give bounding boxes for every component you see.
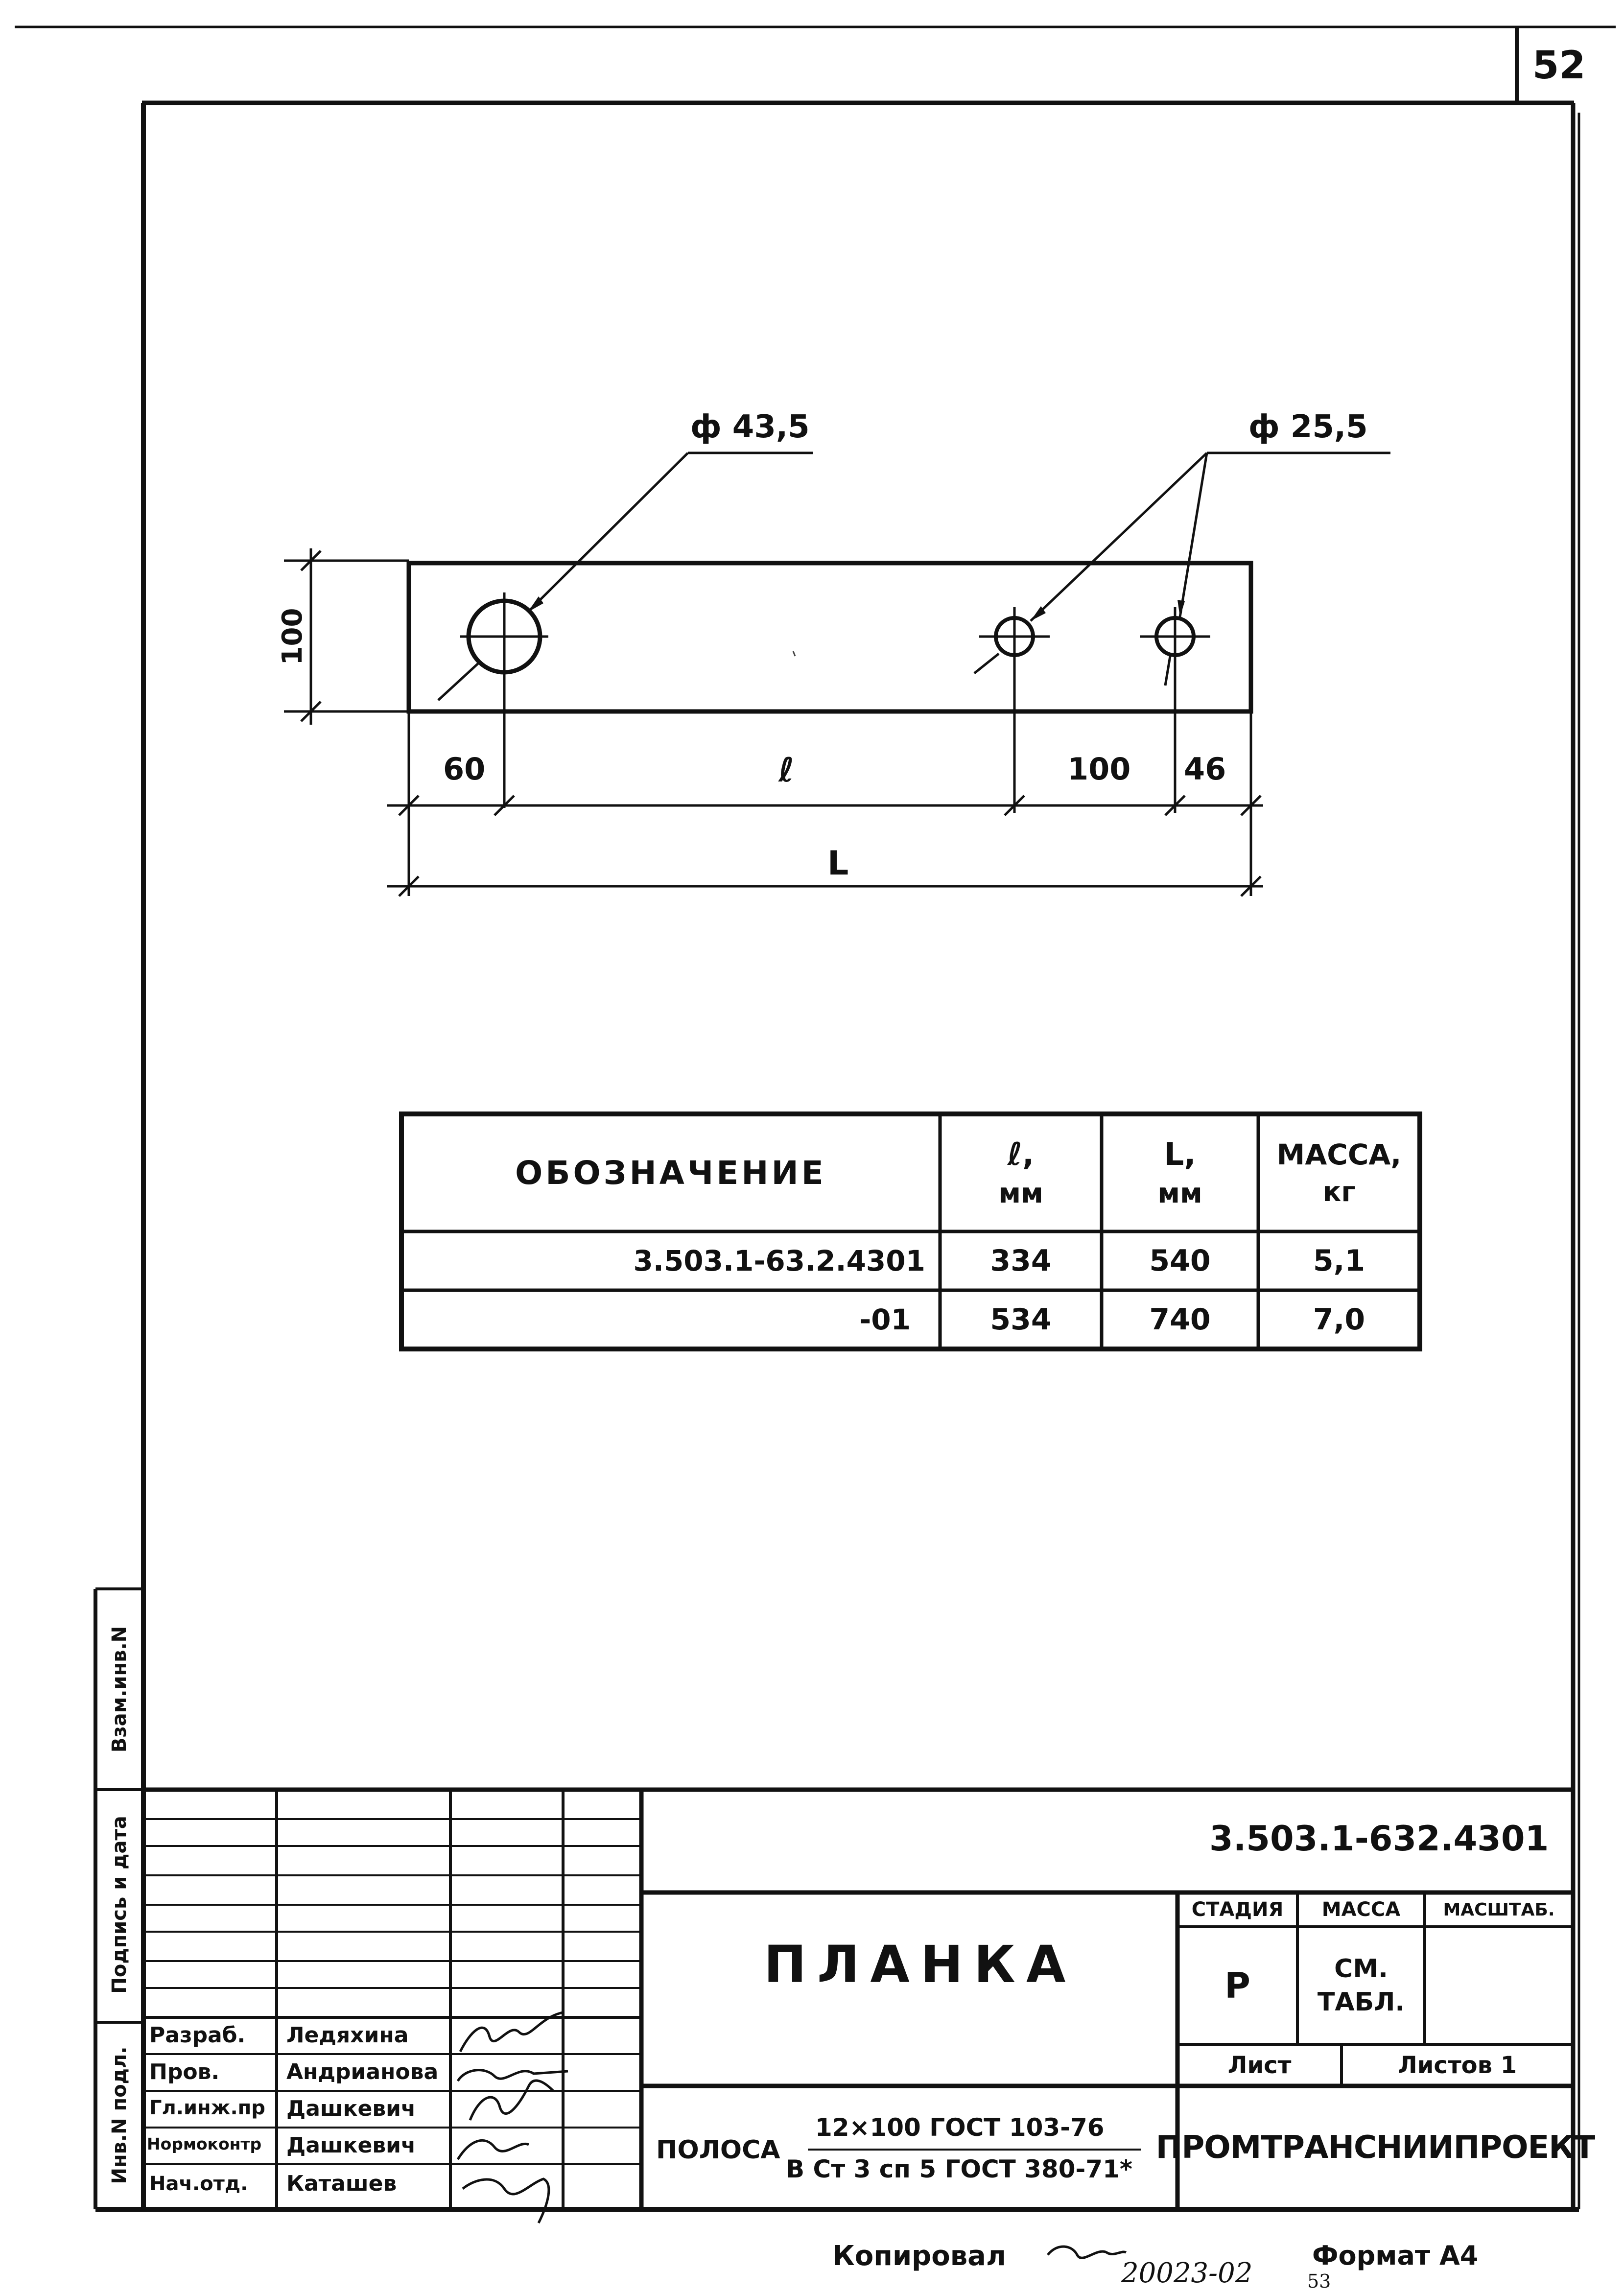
stage-header: СТАДИЯ	[1191, 1898, 1284, 1921]
table-row-1-designation: 3.503.1-63.2.4301	[633, 1244, 925, 1277]
signature-4	[458, 2140, 529, 2159]
table-header-designation: ОБОЗНАЧЕНИЕ	[515, 1154, 826, 1192]
staff-role-4: Нормоконтр	[147, 2134, 262, 2153]
scale-header: МАСШТАБ.	[1443, 1899, 1555, 1920]
signature-2	[458, 2070, 568, 2081]
organization: ПРОМТРАНСНИИПРОЕКТ	[1155, 2129, 1595, 2166]
dim-L-label: L	[827, 844, 849, 883]
material-top: 12×100 ГОСТ 103-76	[815, 2113, 1105, 2142]
stage-value: Р	[1224, 1965, 1250, 2006]
mass-value-line2: ТАБЛ.	[1317, 1987, 1405, 2017]
table-header-l-symbol: ℓ,	[1007, 1136, 1035, 1173]
table-row-2-l: 534	[990, 1302, 1052, 1337]
table-row-1-mass: 5,1	[1313, 1244, 1365, 1278]
side-label-vzam-inv: Взам.инв.N	[108, 1626, 131, 1753]
sheet-number: 52	[1532, 44, 1586, 88]
table-header-mass-label: МАССА,	[1276, 1137, 1402, 1171]
staff-role-1: Разраб.	[149, 2023, 246, 2048]
side-label-inv-podl: Инв.N подл.	[108, 2046, 131, 2184]
dim-46-label: 46	[1184, 751, 1226, 787]
doc-code: 3.503.1-632.4301	[1209, 1819, 1549, 1859]
signature-1	[460, 2012, 563, 2052]
footer-format: Формат А4	[1312, 2240, 1479, 2271]
table-row-2-mass: 7,0	[1313, 1302, 1365, 1337]
footer-copied: Копировал	[832, 2240, 1006, 2272]
sheet-label: Лист	[1227, 2051, 1292, 2079]
table-row-2-designation: -01	[859, 1303, 911, 1336]
material-bottom: В Ст 3 сп 5 ГОСТ 380-71*	[786, 2155, 1133, 2183]
staff-role-3: Гл.инж.пр	[149, 2097, 265, 2119]
sheets-label: Листов 1	[1397, 2051, 1517, 2079]
footer-order: 20023-02	[1121, 2257, 1253, 2289]
hole-large-label: ф 43,5	[690, 409, 810, 445]
signature-5	[463, 2179, 549, 2223]
table-row-2-L: 740	[1149, 1302, 1211, 1337]
table-row-1-l: 334	[990, 1244, 1052, 1278]
staff-name-2: Андрианова	[286, 2059, 439, 2084]
table-row-1-L: 540	[1149, 1244, 1211, 1278]
footer-page-small: 53	[1307, 2270, 1331, 2292]
staff-name-5: Каташев	[286, 2171, 397, 2196]
copier-signature	[1048, 2247, 1126, 2258]
table-header-mass-unit: кг	[1322, 1176, 1356, 1208]
mass-value-line1: СМ.	[1334, 1954, 1388, 1984]
table-header-l-unit: мм	[998, 1177, 1043, 1209]
material-label: ПОЛОСА	[656, 2135, 780, 2165]
staff-name-4: Дашкевич	[286, 2133, 416, 2158]
dim-l-label: ℓ	[778, 751, 795, 790]
dim-height-label: 100	[277, 608, 308, 665]
table-header-L-symbol: L,	[1164, 1136, 1196, 1173]
mass-header: МАССА	[1321, 1898, 1401, 1921]
dim-60-label: 60	[443, 751, 486, 787]
staff-name-3: Дашкевич	[286, 2096, 416, 2121]
hole-small-label: ф 25,5	[1248, 409, 1368, 445]
signature-3	[470, 2081, 553, 2120]
side-label-podpis-data: Подпись и дата	[108, 1816, 131, 1994]
staff-role-2: Пров.	[149, 2059, 220, 2084]
staff-name-1: Ледяхина	[286, 2023, 409, 2048]
table-header-L-unit: мм	[1157, 1177, 1202, 1209]
dim-100-label: 100	[1067, 751, 1131, 787]
part-name: ПЛАНКА	[764, 1935, 1077, 1994]
staff-role-5: Нач.отд.	[149, 2173, 248, 2195]
